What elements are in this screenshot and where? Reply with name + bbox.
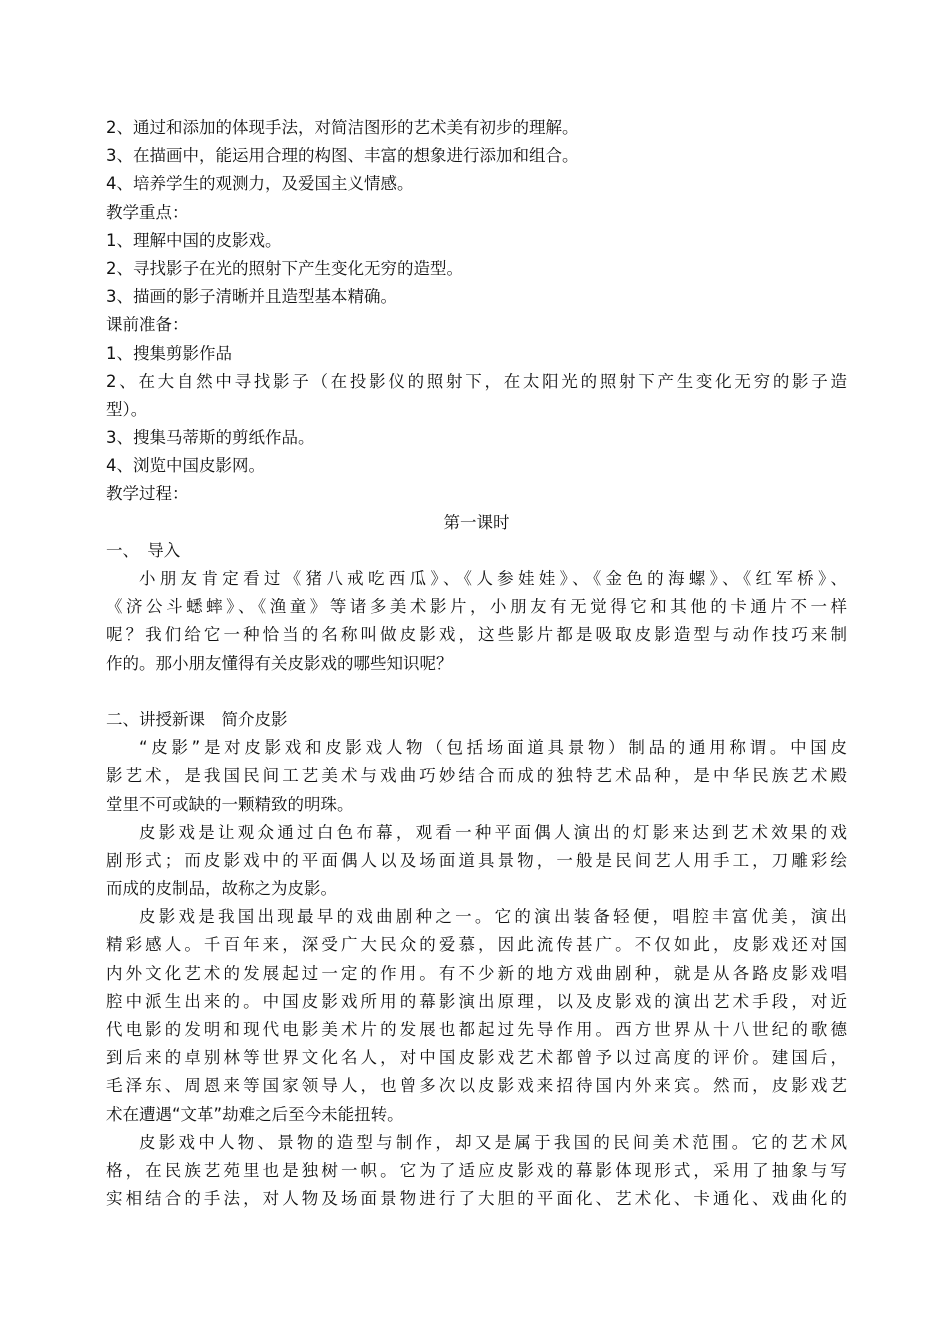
objective-2: 2、通过和添加的体现手法，对简洁图形的艺术美有初步的理解。 xyxy=(106,118,579,137)
paragraph-line: 而成的皮制品，故称之为皮影。 xyxy=(106,879,337,899)
paragraph-line: “皮影”是对皮影戏和皮影戏人物（包括场面道具景物）制品的通用称谓。中国皮 xyxy=(139,738,847,758)
section-2-paragraph-2 xyxy=(106,819,847,904)
key-point-2: 2、寻找影子在光的照射下产生变化无穷的造型。 xyxy=(106,258,463,278)
paragraph-line: 实相结合的手法，对人物及场面景物进行了大胆的平面化、艺术化、卡通化、戏曲化的 xyxy=(106,1189,847,1209)
paragraph-line: 影艺术，是我国民间工艺美术与戏曲巧妙结合而成的独特艺术品种，是中华民族艺术殿 xyxy=(106,766,847,786)
paragraph-line: 代电影的发明和现代电影美术片的发展也都起过先导作用。西方世界从十八世纪的歌德 xyxy=(106,1020,847,1039)
paragraph-line: 皮影戏中人物、景物的造型与制作，却又是属于我国的民间美术范围。它的艺术风 xyxy=(139,1132,847,1152)
preparation-item-2-line-1: 2、在大自然中寻找影子（在投影仪的照射下，在太阳光的照射下产生变化无穷的影子造 xyxy=(106,371,847,391)
key-point-1: 1、理解中国的皮影戏。 xyxy=(106,230,282,250)
paragraph-line: 精彩感人。千百年来，深受广大民众的爱慕，因此流传甚广。不仅如此，皮影戏还对国 xyxy=(106,935,847,955)
objective-4: 4、培养学生的观测力，及爱国主义情感。 xyxy=(106,174,414,194)
paragraph-line: 术在遭遇“文革”劫难之后至今未能扭转。 xyxy=(106,1104,404,1124)
paragraph-line: 到后来的卓别林等世界文化名人，对中国皮影戏艺术都曾予以过高度的评价。建国后， xyxy=(106,1048,847,1068)
objective-3: 3、在描画中，能运用合理的构图、丰富的想象进行添加和组合。 xyxy=(106,146,579,166)
paragraph-line: 毛泽东、周恩来等国家领导人，也曾多次以皮影戏来招待国内外来宾。然而，皮影戏艺 xyxy=(106,1076,847,1096)
section-2-paragraph-1 xyxy=(106,734,847,819)
preparation-item-1: 1、搜集剪影作品 xyxy=(106,343,232,363)
preparation-item-3: 3、搜集马蒂斯的剪纸作品。 xyxy=(106,428,315,448)
paragraph-line: 腔中派生出来的。中国皮影戏所用的幕影演出原理，以及皮影戏的演出艺术手段，对近 xyxy=(106,991,847,1011)
preparation-item-2-line-2: 型）。 xyxy=(106,399,148,419)
paragraph-line: 堂里不可或缺的一颗精致的明珠。 xyxy=(106,794,354,814)
key-points-heading: 教学重点： xyxy=(106,202,189,222)
section-2-paragraph-3 xyxy=(106,903,847,1129)
key-point-3: 3、描画的影子清晰并且造型基本精确。 xyxy=(106,287,397,307)
paragraph-line: 《济公斗蟋蟀》、《渔童》等诸多美术影片，小朋友有无觉得它和其他的卡通片不一样 xyxy=(106,597,847,617)
paragraph-line: 皮影戏是我国出现最早的戏曲剧种之一。它的演出装备轻便，唱腔丰富优美，演出 xyxy=(139,907,847,927)
paragraph-line: 皮影戏是让观众通过白色布幕，观看一种平面偶人演出的灯影来达到艺术效果的戏 xyxy=(139,822,847,842)
preparation-heading: 课前准备： xyxy=(106,315,189,335)
paragraph-line: 作的。那小朋友懂得有关皮影戏的哪些知识呢？ xyxy=(106,653,453,673)
process-heading: 教学过程： xyxy=(106,484,189,504)
section-2-heading: 二、讲授新课 简介皮影 xyxy=(106,709,288,729)
blank-line xyxy=(106,678,847,706)
paragraph-line: 剧形式；而皮影戏中的平面偶人以及场面道具景物，一般是民间艺人用手工，刀雕彩绘 xyxy=(106,850,847,870)
paragraph-line: 内外文化艺术的发展起过一定的作用。有不少新的地方戏曲剧种，就是从各路皮影戏唱 xyxy=(106,963,847,983)
section-1-heading: 一、 导入 xyxy=(106,540,181,560)
paragraph-line: 呢？我们给它一种恰当的名称叫做皮影戏，这些影片都是吸取皮影造型与动作技巧来制 xyxy=(106,625,847,645)
paragraph-line: 格，在民族艺苑里也是独树一帜。它为了适应皮影戏的幕影体现形式，采用了抽象与写 xyxy=(106,1160,847,1180)
section-1-paragraph xyxy=(106,565,847,678)
paragraph-line: 小朋友肯定看过《猪八戒吃西瓜》、《人参娃娃》、《金色的海螺》、《红军桥》、 xyxy=(139,569,847,588)
preparation-item-4: 4、浏览中国皮影网。 xyxy=(106,456,265,476)
lesson-title: 第一课时 xyxy=(443,512,510,532)
section-2-paragraph-4 xyxy=(106,1129,847,1214)
